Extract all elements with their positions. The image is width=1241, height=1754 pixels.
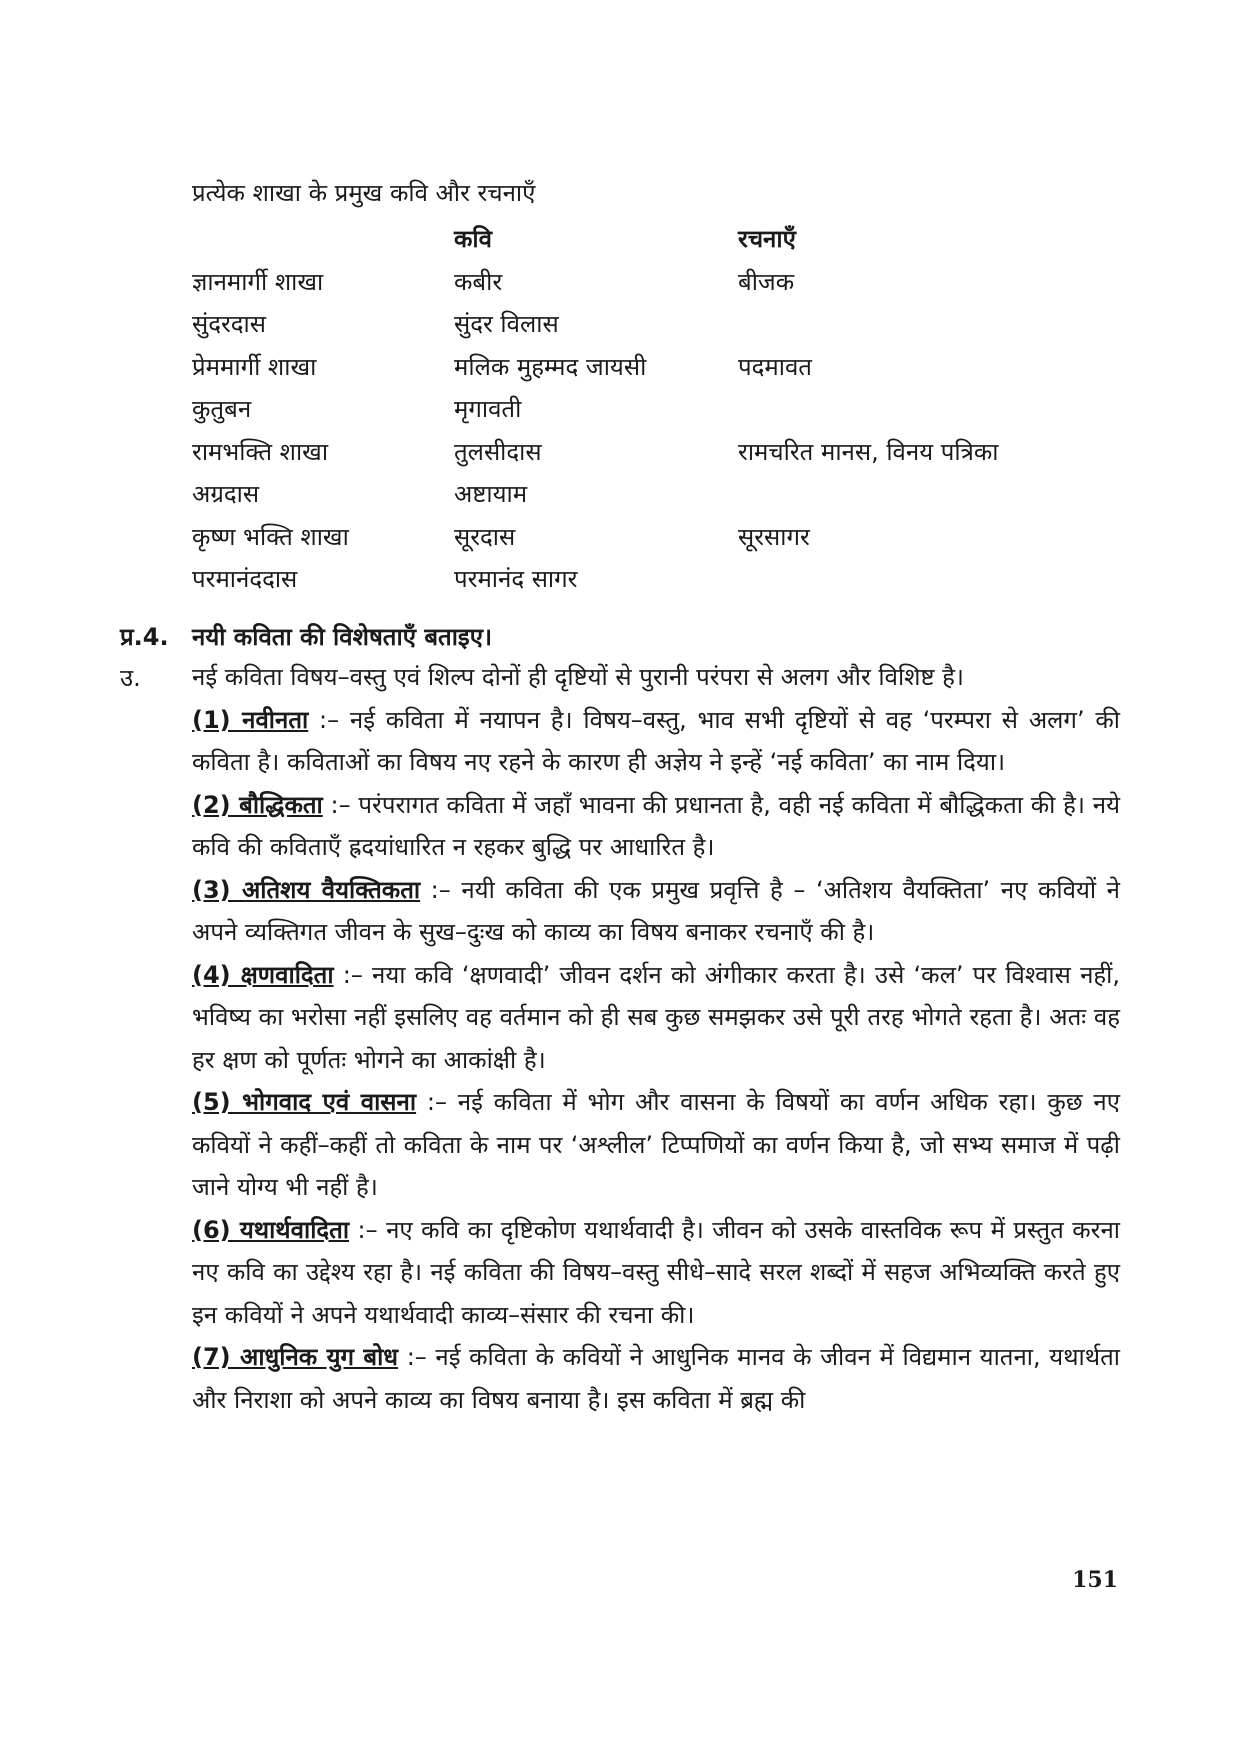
point-heading: (2) बौद्धिकता: [192, 790, 323, 819]
table-cell: बीजक: [738, 267, 795, 296]
point-heading: (5) भोगवाद एवं वासना: [192, 1088, 417, 1116]
table-cell: तुलसीदास: [454, 437, 542, 466]
point-text: :– नया कवि ‘क्षणवादी’ जीवन दर्शन को अंगीकार करता है। उसे ‘कल’ पर विश्वास नहीं, भविष्य का भरोसा नहीं इसलिए वह वर्तमान को ही सब कुछ समझकर उसे पूरी तरह भोगते रहता है। अतः वह हर क्षण को पूर्णतः भोगने का आकांक्षी है।: [192, 960, 1120, 1074]
table-row: [192, 562, 1092, 605]
answer-point: [192, 869, 1120, 954]
answer-point: [192, 954, 1120, 1082]
question-text: नयी कविता की विशेषताएँ बताइए।: [192, 623, 493, 651]
table-cell: कबीर: [454, 267, 503, 296]
table-cell: परमानंद सागर: [454, 565, 578, 593]
table-cell: कुतुबन: [192, 395, 252, 423]
point-heading: (3) अतिशय वैयक्तिकता: [192, 875, 421, 904]
table-row: [192, 265, 1092, 308]
answer-point: [192, 699, 1120, 784]
page-number: 151: [1072, 1567, 1118, 1593]
table-cell: मलिक मुहम्मद जायसी: [454, 352, 647, 381]
answer-body: [192, 656, 1120, 1421]
point-text: :– नई कविता के कवियों ने आधुनिक मानव के जीवन में विद्यमान यातना, यथार्थता और निराशा को अपने काव्य का विषय बनाया है। इस कविता में ब्रह्म की: [192, 1343, 1120, 1414]
table-cell: अग्रदास: [192, 480, 260, 508]
point-text: :– नई कविता में नयापन है। विषय–वस्तु, भाव सभी दृष्टियों से वह ‘परम्परा से अलग’ की कविता है। कविताओं का विषय नए रहने के कारण ही अज्ञेय ने इन्हें ‘नई कविता’ का नाम दिया।: [192, 705, 1121, 776]
point-text: :– नए कवि का दृष्टिकोण यथार्थवादी है। जीवन को उसके वास्तविक रूप में प्रस्तुत करना नए कवि का उद्देश्य रहा है। नई कविता की विषय–वस्तु सीधे–सादे सरल शब्दों में सहज अभिव्यक्ति करते हुए इन कवियों ने अपने यथार्थवादी काव्य–संसार की रचना की।: [192, 1215, 1121, 1329]
table-cell: ज्ञानमार्गी शाखा: [192, 267, 324, 296]
answer-intro: नई कविता विषय–वस्तु एवं शिल्प दोनों ही दृष्टियों से पुरानी परंपरा से अलग और विशिष्ट है।: [192, 663, 964, 691]
table-cell: सूरदास: [454, 522, 516, 551]
table-row: [192, 435, 1092, 478]
table-cell: रामभक्ति शाखा: [192, 437, 329, 466]
table-cell: परमानंददास: [192, 565, 298, 593]
table-row: [192, 307, 1092, 350]
header-poet: कवि: [454, 225, 492, 253]
point-heading: (7) आधुनिक युग बोध: [192, 1343, 399, 1371]
table-row: [192, 392, 1092, 435]
answer-point: [192, 784, 1120, 869]
table-row: [192, 477, 1092, 520]
table-cell: सूरसागर: [738, 522, 810, 551]
point-text: :– नई कविता में भोग और वासना के विषयों का वर्णन अधिक रहा। कुछ नए कवियों ने कहीं–कहीं तो कविता के नाम पर ‘अश्लील’ टिप्पणियों का वर्णन किया है, जो सभ्य समाज में पढ़ी जाने योग्य भी नहीं है।: [192, 1088, 1120, 1201]
table-cell: सुंदरदास: [192, 310, 266, 338]
question-number: प्र.4.: [120, 623, 169, 651]
table-cell: अष्टायाम: [454, 480, 528, 508]
answer-marker: उ.: [120, 664, 141, 692]
table-header-row: [192, 222, 1092, 265]
header-works: रचनाएँ: [738, 225, 796, 253]
answer-point: [192, 1336, 1120, 1421]
answer-point: [192, 1081, 1120, 1209]
poets-works-table: [192, 222, 1092, 605]
table-row: [192, 350, 1092, 393]
point-heading: (4) क्षणवादिता: [192, 960, 334, 989]
table-cell: रामचरित मानस, विनय पत्रिका: [738, 437, 999, 466]
table-cell: मृगावती: [454, 395, 522, 423]
answer-point: [192, 1209, 1120, 1337]
table-row: [192, 520, 1092, 563]
point-text: :– नयी कविता की एक प्रमुख प्रवृत्ति है – ‘अतिशय वैयक्तिता’ नए कवियों ने अपने व्यक्तिगत जीवन के सुख–दुःख को काव्य का विषय बनाकर रचनाएँ की है।: [192, 875, 1120, 946]
table-intro: प्रत्येक शाखा के प्रमुख कवि और रचनाएँ: [192, 179, 536, 207]
point-heading: (6) यथार्थवादिता: [192, 1215, 350, 1244]
table-cell: प्रेममार्गी शाखा: [192, 352, 317, 381]
table-cell: सुंदर विलास: [454, 310, 559, 338]
table-cell: कृष्ण भक्ति शाखा: [192, 522, 349, 551]
point-heading: (1) नवीनता: [192, 705, 309, 734]
table-cell: पदमावत: [738, 352, 812, 381]
point-text: :– परंपरागत कविता में जहाँ भावना की प्रधानता है, वही नई कविता में बौद्धिकता की है। नये कवि की कविताएँ ह्रदयांधारित न रहकर बुद्धि पर आधारित है।: [192, 790, 1120, 861]
